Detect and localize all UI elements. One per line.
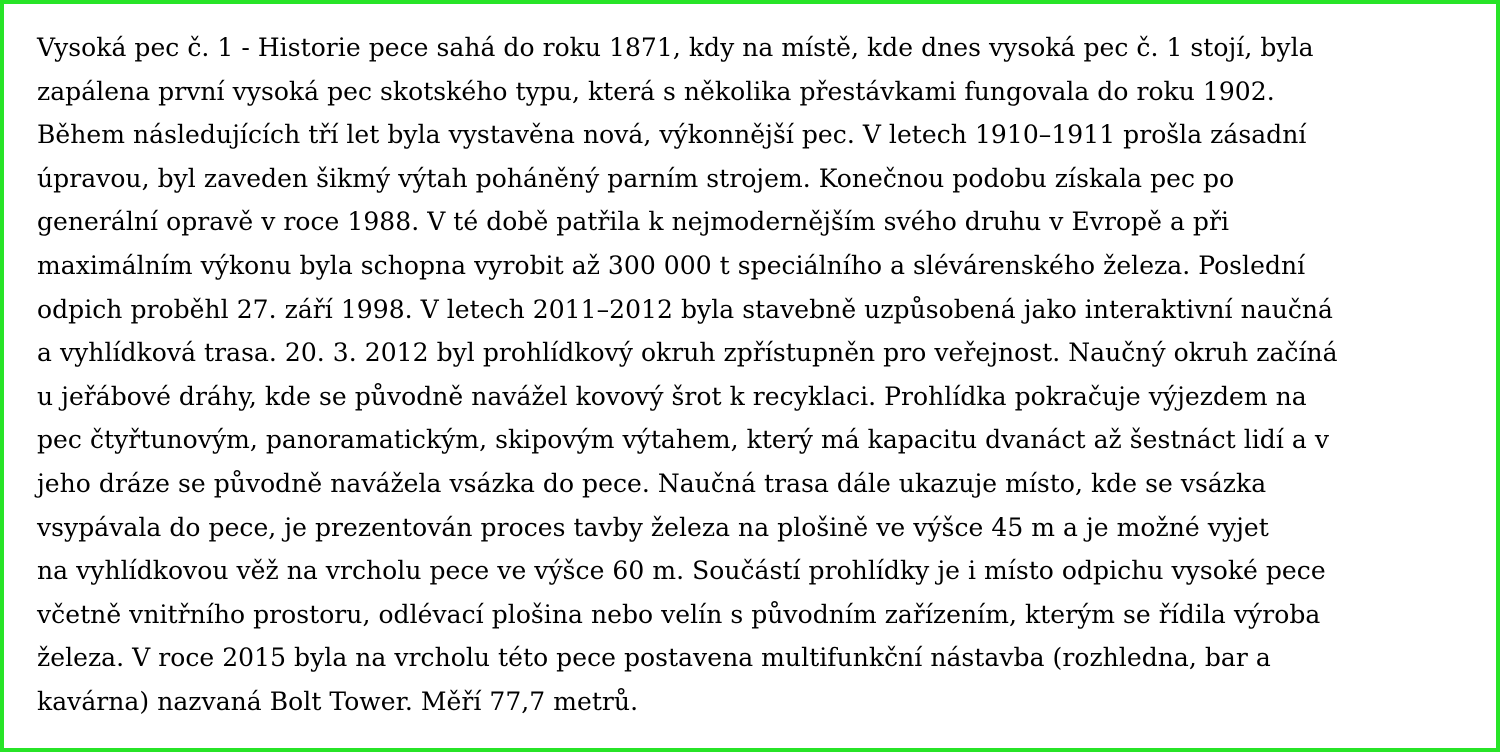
text-line: železa. V roce 2015 byla na vrcholu této pece postavena multifunkční nástavba (rozhledna, bar a bbox=[37, 643, 1271, 673]
text-line: generální opravě v roce 1988. V té době patřila k nejmodernějším svého druhu v Evropě a při bbox=[37, 207, 1229, 237]
text-line: odpich proběhl 27. září 1998. V letech 2011–2012 byla stavebně uzpůsobená jako interaktivní naučná bbox=[37, 294, 1334, 324]
text-line: zapálena první vysoká pec skotského typu, která s několika přestávkami fungovala do roku 1902. bbox=[37, 76, 1275, 106]
text-line: a vyhlídková trasa. 20. 3. 2012 byl prohlídkový okruh zpřístupněn pro veřejnost. Naučný okruh začíná bbox=[37, 338, 1338, 368]
text-line: kavárna) nazvaná Bolt Tower. Měří 77,7 metrů. bbox=[37, 686, 639, 716]
document-text-block bbox=[37, 26, 1477, 724]
text-line: Během následujících tří let byla vystavěna nová, výkonnější pec. V letech 1910–1911 prošla zásadní bbox=[37, 120, 1307, 150]
text-line: maximálním výkonu byla schopna vyrobit až 300 000 t speciálního a slévárenského železa. Poslední bbox=[37, 250, 1306, 280]
text-line: pec čtyřtunovým, panoramatickým, skipovým výtahem, který má kapacitu dvanáct až šestnáct lidí a v bbox=[37, 425, 1330, 455]
text-line: úpravou, byl zaveden šikmý výtah poháněný parním strojem. Konečnou podobu získala pec po bbox=[37, 163, 1235, 193]
text-line: jeho dráze se původně navážela vsázka do pece. Naučná trasa dále ukazuje místo, kde se vsázka bbox=[37, 468, 1267, 498]
text-line: včetně vnitřního prostoru, odlévací plošina nebo velín s původním zařízením, kterým se řídila výroba bbox=[37, 599, 1321, 629]
text-line: na vyhlídkovou věž na vrcholu pece ve výšce 60 m. Součástí prohlídky je i místo odpichu vysoké pece bbox=[37, 556, 1326, 586]
text-line: vsypávala do pece, je prezentován proces tavby železa na plošině ve výšce 45 m a je možné vyjet bbox=[37, 512, 1269, 542]
text-line: u jeřábové dráhy, kde se původně navážel kovový šrot k recyklaci. Prohlídka pokračuje výjezdem na bbox=[37, 381, 1307, 411]
text-line: Vysoká pec č. 1 - Historie pece sahá do roku 1871, kdy na místě, kde dnes vysoká pec č. 1 stojí, byla bbox=[37, 33, 1314, 62]
